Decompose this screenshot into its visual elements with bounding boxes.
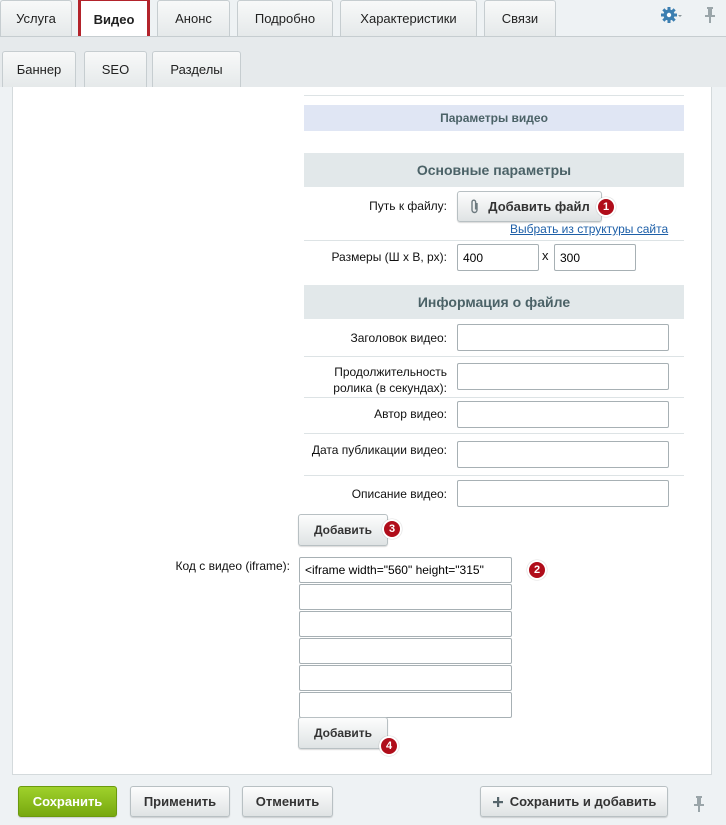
width-input[interactable]: 400 — [457, 244, 539, 271]
size-label: Размеры (Ш х В, px): — [331, 250, 447, 264]
divider — [304, 95, 684, 96]
iframe-input-5[interactable] — [299, 665, 512, 691]
tab-banner[interactable] — [2, 51, 76, 87]
divider — [304, 433, 684, 434]
pin-button-top[interactable] — [703, 6, 717, 24]
section-video-params — [304, 105, 684, 131]
height-input[interactable]: 300 — [554, 244, 636, 271]
save-and-add-label: Сохранить и добавить — [509, 794, 657, 809]
description-label: Описание видео: — [351, 487, 447, 501]
iframe-input-4[interactable] — [299, 638, 512, 664]
iframe-input-2[interactable] — [299, 584, 512, 610]
iframe-label: Код с видео (iframe): — [175, 559, 290, 573]
add-button-iframe[interactable] — [298, 717, 388, 749]
save-label: Сохранить — [32, 794, 103, 809]
save-button[interactable] — [18, 786, 117, 817]
file-path-label: Путь к файлу: — [369, 199, 447, 213]
date-label: Дата публикации видео: — [311, 443, 447, 457]
iframe-input-1[interactable]: <iframe width="560" height="315" — [299, 557, 512, 583]
tab-label: Связи — [501, 11, 539, 26]
tab-label: Характеристики — [360, 11, 457, 26]
tab-svyazi[interactable] — [484, 0, 556, 36]
tab-label: Разделы — [170, 62, 223, 77]
add-label: Добавить — [313, 523, 373, 537]
tab-razdely[interactable] — [152, 51, 241, 87]
add-label: Добавить — [313, 726, 373, 740]
add-file-label: Добавить файл — [488, 199, 590, 214]
cancel-button[interactable] — [242, 786, 333, 817]
section-title: Основные параметры — [416, 162, 572, 178]
pin-button-bottom[interactable] — [692, 795, 706, 813]
tab-podrobno[interactable] — [237, 0, 333, 36]
iframe-input-3[interactable] — [299, 611, 512, 637]
pin-icon — [703, 6, 717, 24]
duration-input[interactable] — [457, 363, 669, 390]
save-and-add-button[interactable] — [480, 786, 668, 817]
badge-3: 3 — [382, 519, 402, 539]
tab-usluga[interactable] — [0, 0, 72, 36]
iframe-input-6[interactable] — [299, 692, 512, 718]
pin-icon — [692, 795, 706, 813]
divider — [304, 356, 684, 357]
author-label: Автор видео: — [374, 407, 447, 421]
tab-label: Услуга — [16, 11, 56, 26]
plus-icon — [492, 796, 504, 808]
tab-anons[interactable] — [157, 0, 230, 36]
date-input[interactable] — [457, 441, 669, 468]
add-file-button[interactable] — [457, 191, 602, 222]
size-separator: x — [542, 248, 549, 263]
chevron-down-icon — [678, 15, 682, 17]
section-title: Информация о файле — [417, 294, 571, 310]
settings-menu[interactable] — [661, 7, 683, 25]
title-label: Заголовок видео: — [350, 331, 447, 345]
badge-4: 4 — [379, 736, 399, 756]
cancel-label: Отменить — [255, 794, 320, 809]
badge-1: 1 — [596, 197, 616, 217]
tab-label: Видео — [93, 12, 135, 27]
apply-label: Применить — [143, 794, 217, 809]
tab-label: Баннер — [16, 62, 62, 77]
active-tab-highlight — [78, 0, 150, 40]
apply-button[interactable] — [130, 786, 230, 817]
gear-icon — [661, 7, 683, 25]
video-title-input[interactable] — [457, 324, 669, 351]
section-main-params — [304, 153, 684, 187]
description-input[interactable] — [457, 480, 669, 507]
tab-label: Анонс — [175, 11, 212, 26]
choose-from-site-link[interactable]: Выбрать из структуры сайта — [510, 222, 669, 236]
badge-2: 2 — [527, 560, 547, 580]
author-input[interactable] — [457, 401, 669, 428]
tab-seo[interactable] — [84, 51, 147, 87]
tab-label: SEO — [101, 62, 130, 77]
duration-label: Продолжительность ролика (в секундах): — [333, 365, 447, 395]
add-button-file-info[interactable] — [298, 514, 388, 546]
paperclip-icon — [469, 199, 481, 215]
divider — [304, 397, 684, 398]
tab-label: Подробно — [254, 11, 316, 26]
tab-harakteristiki[interactable] — [340, 0, 477, 36]
divider — [304, 475, 684, 476]
divider — [304, 240, 684, 241]
section-file-info — [304, 285, 684, 319]
section-title: Параметры видео — [440, 111, 548, 125]
